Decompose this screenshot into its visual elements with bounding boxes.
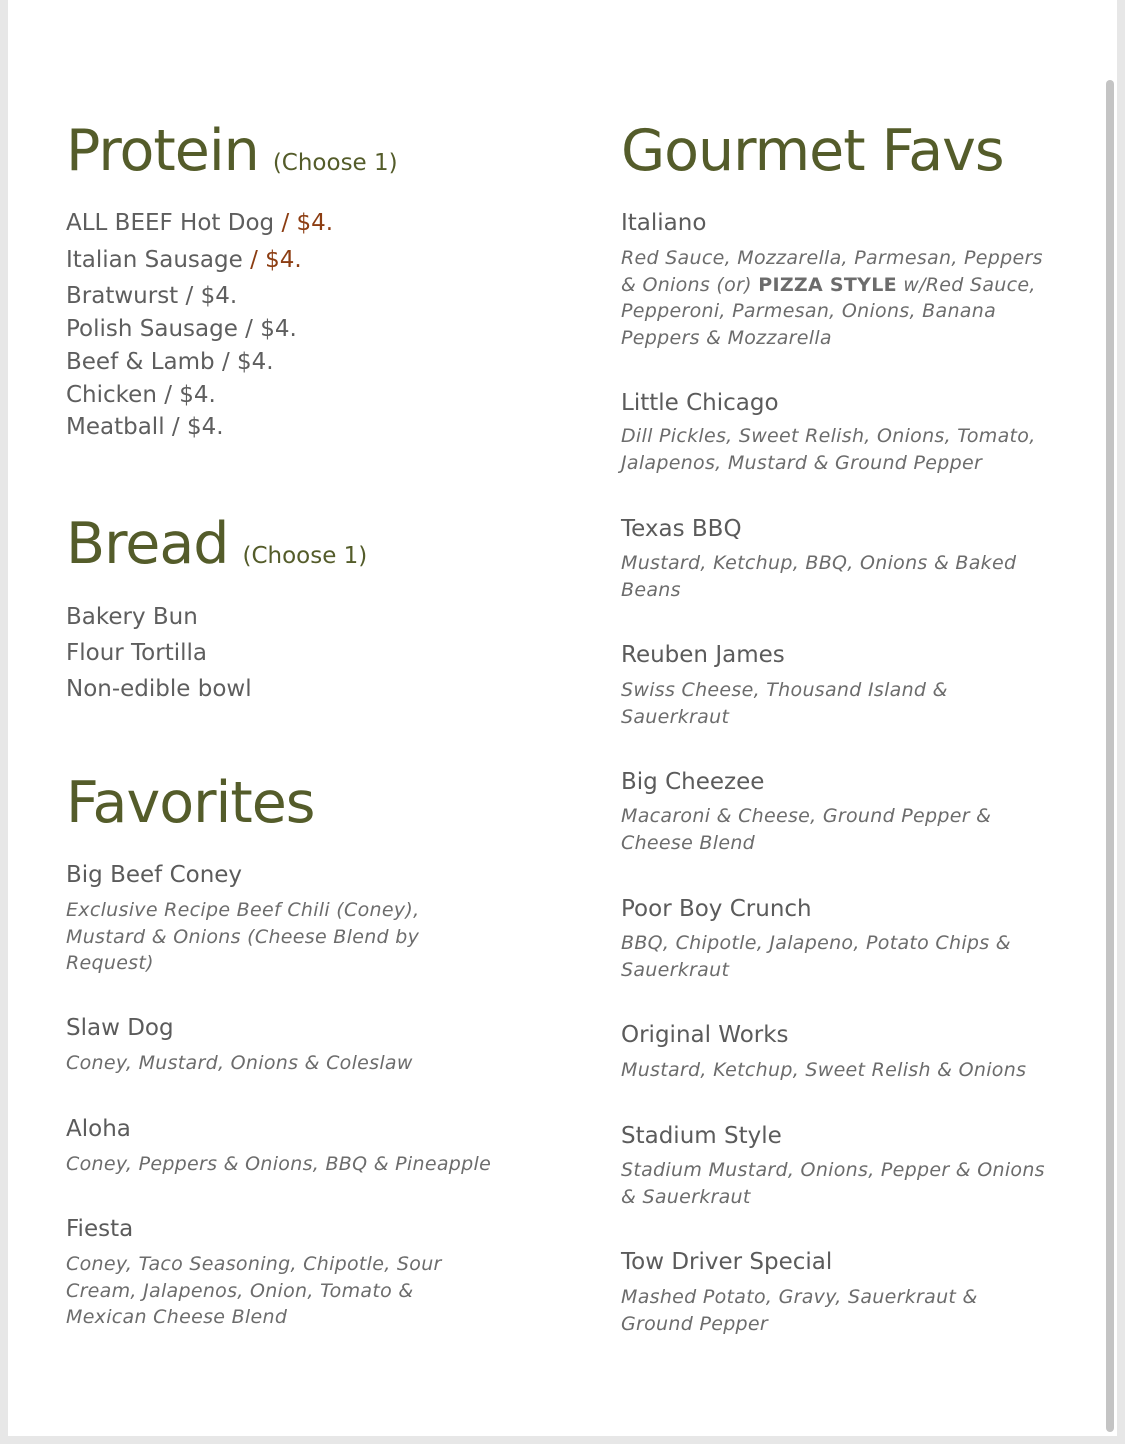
menu-item-name: Aloha [66,1116,131,1142]
desc-line: Cream, Jalapenos, Onion, Tomato & [66,1279,414,1302]
desc-line: Mustard & Onions (Cheese Blend by [66,925,420,948]
menu-item-description [621,677,948,730]
menu-item-description [621,803,991,856]
desc-line: Pepperoni, Parmesan, Onions, Banana [621,300,997,322]
bread-item: Bakery Bun [66,604,198,630]
menu-item-description [621,1284,978,1337]
menu-item-description [621,1057,1026,1084]
bread-item: Flour Tortilla [66,640,207,666]
desc-line: Request) [66,952,154,974]
protein-heading [66,118,398,184]
menu-item-name: Reuben James [621,642,785,668]
desc-line: BBQ, Chipotle, Jalapeno, Potato Chips & [621,932,1011,954]
protein-item-name: ALL BEEF Hot Dog [66,210,282,236]
desc-line: Mustard, Ketchup, BBQ, Onions & Baked [621,552,1017,574]
protein-item: Bratwurst / $4. [66,283,238,309]
protein-item-name: Italian Sausage [66,247,251,273]
menu-item-name: Fiesta [66,1216,134,1242]
protein-item-price: / $4. [281,210,334,236]
desc-line: Sauerkraut [621,705,730,728]
menu-item-description [66,1251,442,1331]
menu-item-name: Stadium Style [621,1123,782,1149]
menu-item-name: Big Beef Coney [66,862,243,888]
menu-item-name: Slaw Dog [66,1015,174,1041]
gourmet-title: Gourmet Favs [621,118,1004,184]
desc-line: Dill Pickles, Sweet Relish, Onions, Tomato, [621,425,1036,447]
desc-line: Ground Pepper [621,1312,769,1335]
protein-item [66,247,302,273]
desc-line: Mustard, Ketchup, Sweet Relish & Onions [621,1059,1027,1081]
vertical-scrollbar[interactable] [1106,80,1114,1432]
gourmet-heading [621,118,1004,184]
desc-line: & Sauerkraut [621,1185,751,1208]
menu-item-name: Tow Driver Special [621,1249,833,1275]
protein-item: Beef & Lamb / $4. [66,349,274,375]
desc-line: Coney, Mustard, Onions & Coleslaw [66,1052,413,1074]
protein-item [66,210,333,236]
desc-line: Mexican Cheese Blend [66,1306,288,1328]
desc-line: Coney, Peppers & Onions, BBQ & Pineapple [66,1153,492,1175]
bread-heading [66,511,367,577]
menu-item-description [621,423,1036,476]
desc-line: Sauerkraut [621,958,730,981]
bread-title: Bread [66,511,229,577]
menu-item-description [66,1151,491,1178]
menu-page [8,0,1117,1436]
menu-item-name: Original Works [621,1022,789,1048]
desc-line: Coney, Taco Seasoning, Chipotle, Sour [66,1253,442,1275]
menu-item-description [621,1157,1045,1210]
menu-item-description [621,930,1011,983]
menu-item-name: Poor Boy Crunch [621,896,812,922]
desc-line: Exclusive Recipe Beef Chili (Coney), [66,899,420,921]
desc-segment: w/Red Sauce, [896,273,1036,296]
bread-item: Non-edible bowl [66,676,252,702]
bread-subtitle: (Choose 1) [242,543,368,569]
menu-item-description [621,245,1043,351]
desc-line: Stadium Mustard, Onions, Pepper & Onions [621,1159,1045,1181]
menu-item-description [66,1050,413,1077]
desc-line: Mashed Potato, Gravy, Sauerkraut & [621,1286,978,1308]
desc-line: Macaroni & Cheese, Ground Pepper & [621,805,992,827]
menu-item-description [621,550,1016,603]
desc-line: Cheese Blend [621,831,756,854]
menu-item-name: Big Cheezee [621,769,765,795]
favorites-heading [66,770,314,836]
favorites-title: Favorites [66,770,315,836]
desc-line: Red Sauce, Mozzarella, Parmesan, Peppers [621,247,1043,269]
protein-subtitle: (Choose 1) [272,150,398,176]
desc-line: Jalapenos, Mustard & Ground Pepper [621,451,983,474]
desc-line: Beans [621,578,681,601]
desc-line: Peppers & Mozzarella [621,326,832,349]
protein-item-price: / $4. [250,247,302,273]
menu-item-name: Italiano [621,210,707,236]
desc-line: Swiss Cheese, Thousand Island & [621,679,948,701]
desc-segment: & Onions (or) [621,273,759,296]
menu-item-name: Texas BBQ [621,516,742,542]
protein-title: Protein [66,118,259,184]
protein-item: Polish Sausage / $4. [66,316,297,342]
menu-item-description [66,897,419,977]
protein-item: Chicken / $4. [66,382,216,408]
menu-item-name: Little Chicago [621,390,779,416]
pizza-style-emphasis: PIZZA STYLE [758,273,897,296]
protein-item: Meatball / $4. [66,414,224,440]
